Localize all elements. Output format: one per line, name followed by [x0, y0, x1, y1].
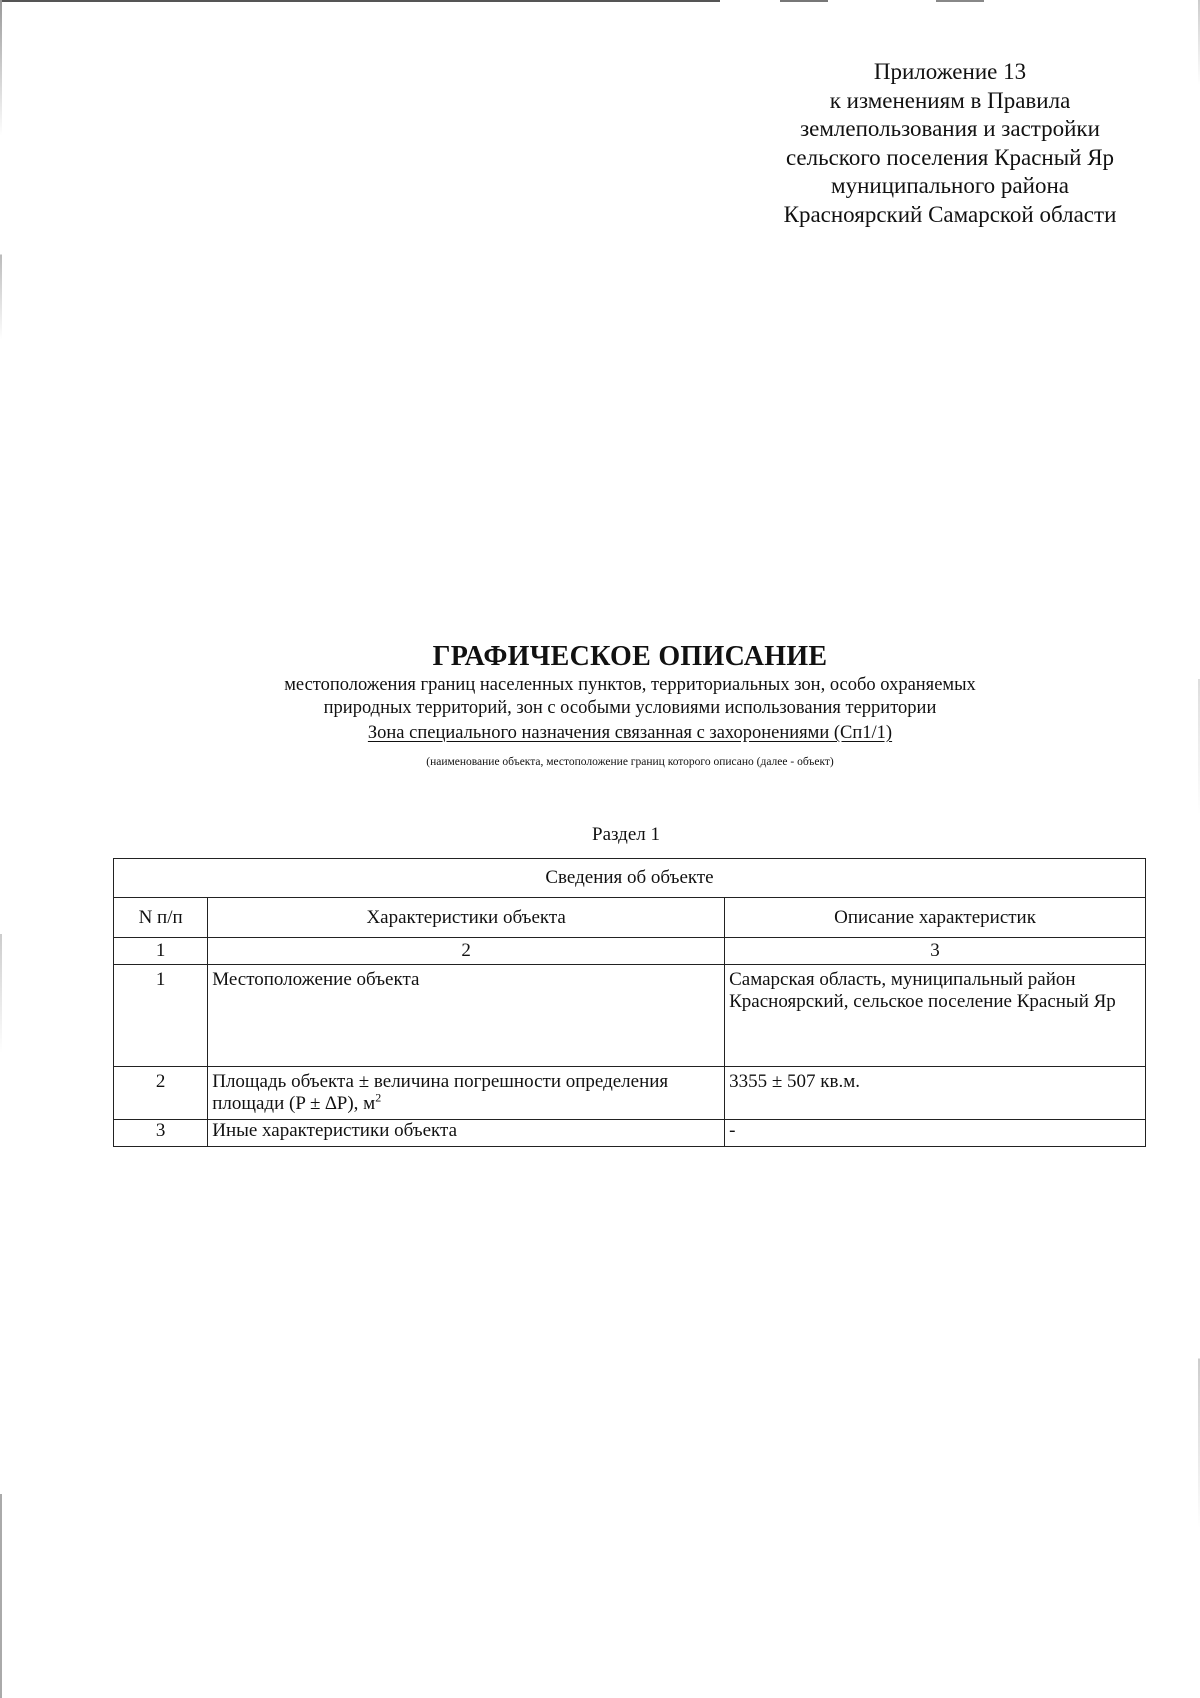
scan-edge-left	[0, 0, 2, 1698]
header-characteristic: Характеристики объекта	[208, 898, 725, 938]
document-title: ГРАФИЧЕСКОЕ ОПИСАНИЕ	[432, 641, 828, 672]
title-block	[150, 640, 1110, 770]
annex-line: муниципального района	[831, 173, 1069, 198]
scan-edge-top	[0, 0, 1200, 2]
header-n: N п/п	[114, 898, 208, 938]
annex-line: Красноярский Самарской области	[783, 201, 1117, 227]
annex-line: землепользования и застройки	[800, 116, 1100, 141]
document-subtitle-line-1: местоположения границ населенных пунктов, территориальных зон, особо охраняемых	[284, 675, 976, 695]
table-row	[114, 1120, 1146, 1147]
table-header-row	[114, 898, 1146, 938]
object-caption: (наименование объекта, местоположение границ которого описано (далее - объект)	[426, 756, 834, 768]
row-number: 1	[114, 965, 208, 1067]
annex-line: сельского поселения Красный Яр	[785, 144, 1115, 170]
row-description: 3355 ± 507 кв.м.	[725, 1067, 1146, 1120]
index-cell: 3	[725, 938, 1146, 965]
row-characteristic-cell	[208, 1067, 725, 1120]
index-cell: 1	[114, 938, 208, 965]
table-caption: Сведения об объекте	[114, 859, 1146, 898]
annex-line: Приложение 13	[873, 59, 1027, 84]
row-description: -	[725, 1120, 1146, 1147]
row-characteristic: Местоположение объекта	[208, 965, 725, 1067]
table-index-row	[114, 938, 1146, 965]
annex-line: к изменениям в Правила	[829, 87, 1071, 113]
object-info-table	[113, 858, 1146, 1147]
section-title	[0, 823, 1200, 847]
table-row	[114, 1067, 1146, 1120]
index-cell: 2	[208, 938, 725, 965]
superscript-unit: 2	[375, 1090, 382, 1105]
object-name: Зона специального назначения связанная с захоронениями (Сп1/1)	[367, 723, 893, 743]
header-description: Описание характеристик	[725, 898, 1146, 938]
table-row	[114, 965, 1146, 1067]
row-number: 2	[114, 1067, 208, 1120]
row-description: Самарская область, муниципальный район Красноярский, сельское поселение Красный Яр	[725, 965, 1146, 1067]
row-characteristic: Иные характеристики объекта	[208, 1120, 725, 1147]
section-title-text: Раздел 1	[592, 824, 660, 845]
table-caption-row	[114, 859, 1146, 898]
document-subtitle-line-2: природных территорий, зон с особыми условиями использования территории	[323, 698, 937, 718]
row-characteristic: Площадь объекта ± величина погрешности определения площади (P ± ∆P), м	[212, 1071, 669, 1114]
annex-header	[740, 58, 1160, 229]
row-number: 3	[114, 1120, 208, 1147]
